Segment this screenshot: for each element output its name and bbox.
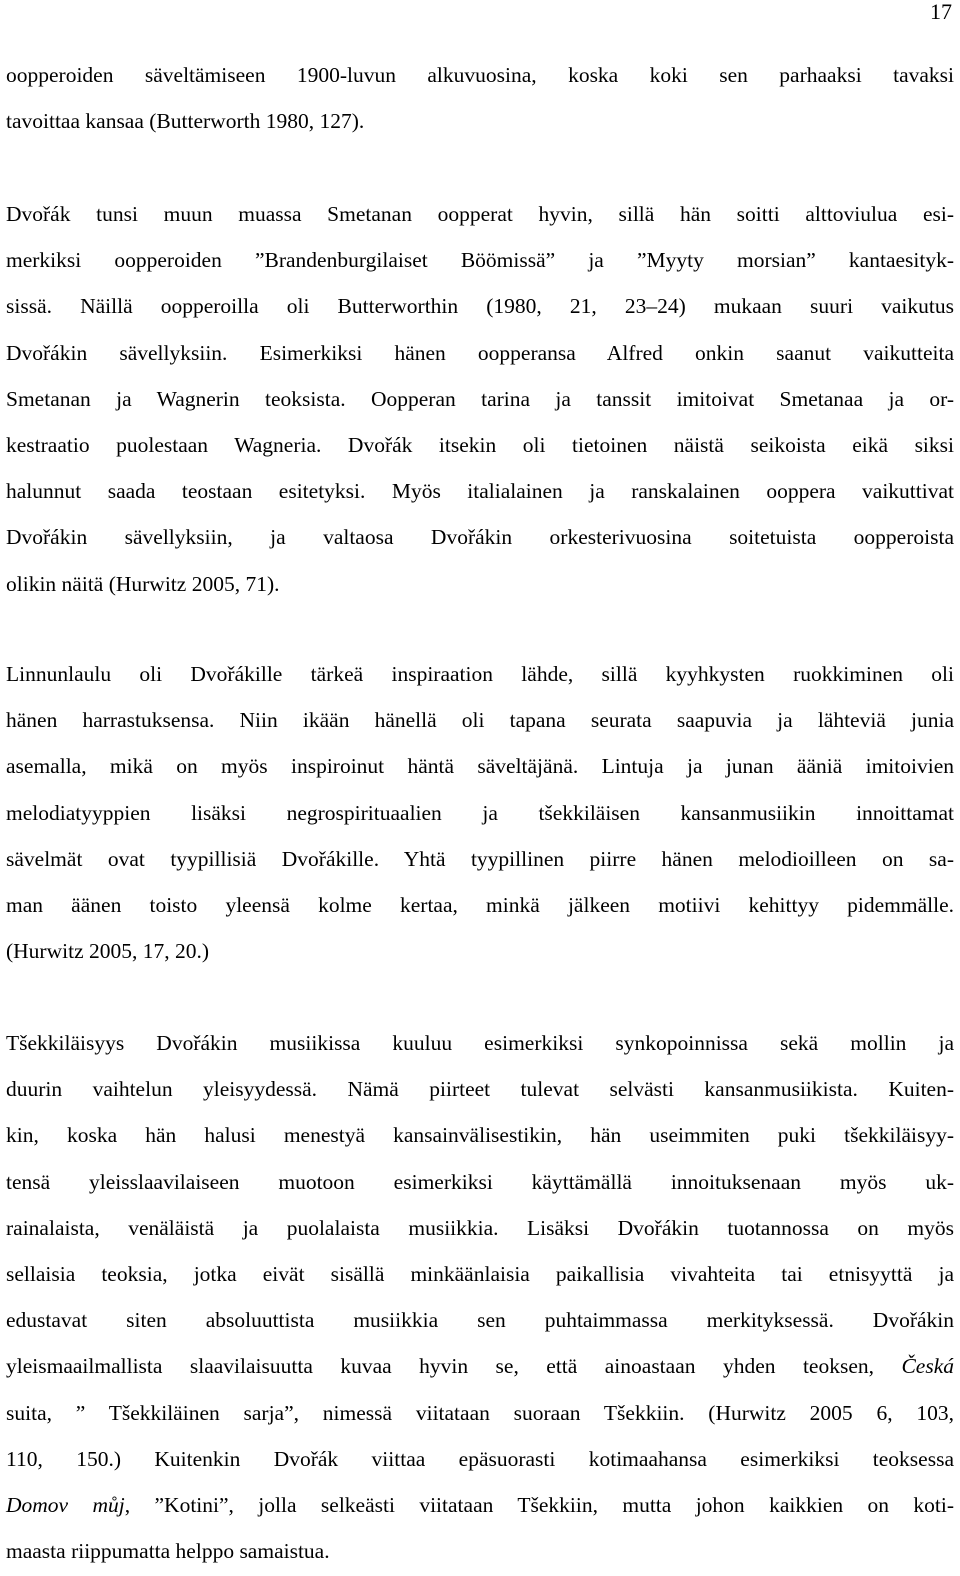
text-line: [6, 1482, 954, 1528]
text-line: sellaisia teoksia, jotka eivät sisällä minkäänlaisia paikallisia vivahteita tai etnisyyttä ja: [6, 1261, 954, 1286]
paragraph-3: [6, 651, 954, 974]
text-line: tensä yleisslaavilaiseen muotoon esimerkiksi käyttämällä innoituksenaan myös uk-: [6, 1169, 954, 1194]
text-line: Tšekkiläisyys Dvořákin musiikissa kuuluu esimerkiksi synkopoinnissa sekä mollin ja: [6, 1031, 954, 1055]
text-line: Dvořákin sävellyksiin, ja valtaosa Dvořákin orkesterivuosina soitetuista oopperoista: [6, 525, 954, 550]
text-line: olikin näitä (Hurwitz 2005, 71).: [6, 571, 280, 596]
text-line: sävelmät ovat tyypillisiä Dvořákille. Yhtä tyypillinen piirre hänen melodioilleen on sa-: [6, 846, 954, 871]
paragraph-2: [6, 191, 954, 607]
text-line: hänen harrastuksensa. Niin ikään hänellä oli tapana seurata saapuvia ja lähteviä junia: [6, 708, 954, 733]
text-line: edustavat siten absoluuttista musiikkia sen puhtaimmassa merkityksessä. Dvořákin: [6, 1308, 954, 1333]
text-line: merkiksi oopperoiden ”Brandenburgilaiset Böömissä” ja ”Myyty morsian” kantaesityk-: [6, 248, 954, 273]
text-line: asemalla, mikä on myös inspiroinut häntä säveltäjänä. Lintuja ja junan ääniä imitoivien: [6, 754, 954, 779]
text-segment: yleismaailmallista slaavilaisuutta kuvaa hyvin se, että ainoastaan yhden teoksen,: [6, 1354, 874, 1379]
text-segment: , ”Kotini”, jolla selkeästi viitataan Tšekkiin, mutta johon kaikkien on koti-: [124, 1492, 954, 1517]
text-line: Linnunlaulu oli Dvořákille tärkeä inspiraation lähde, sillä kyyhkysten ruokkiminen oli: [6, 662, 954, 686]
text-line: oopperoiden säveltämiseen 1900-luvun alkuvuosina, koska koki sen parhaaksi tavaksi: [6, 63, 954, 87]
italic-title-ceska: Česká: [901, 1354, 954, 1379]
text-line: kestraatio puolestaan Wagneria. Dvořák itsekin oli tietoinen näistä seikoista eikä siksi: [6, 432, 954, 457]
italic-title-domov: Domov můj: [6, 1492, 125, 1517]
paragraph-1: [6, 52, 954, 144]
text-line: Dvořákin sävellyksiin. Esimerkiksi hänen oopperansa Alfred onkin saanut vaikutteita: [6, 340, 954, 365]
text-line: 110, 150.) Kuitenkin Dvořák viittaa epäsuorasti kotimaahansa esimerkiksi teoksessa: [6, 1446, 954, 1471]
text-line: melodiatyyppien lisäksi negrospirituaalien ja tšekkiläisen kansanmusiikin innoittamat: [6, 800, 954, 825]
text-line: Smetanan ja Wagnerin teoksista. Oopperan tarina ja tanssit imitoivat Smetanaa ja or-: [6, 386, 954, 411]
paragraph-4: [6, 1020, 954, 1574]
text-line: maasta riippumatta helppo samaistua.: [6, 1539, 330, 1564]
text-line: suita, ” Tšekkiläinen sarja”, nimessä viitataan suoraan Tšekkiin. (Hurwitz 2005 6, 103,: [6, 1400, 954, 1425]
text-line: rainalaista, venäläistä ja puolalaista musiikkia. Lisäksi Dvořákin tuotannossa on myös: [6, 1215, 954, 1240]
text-line: Dvořák tunsi muun muassa Smetanan oopperat hyvin, sillä hän soitti alttoviulua esi-: [6, 202, 954, 226]
text-line: duurin vaihtelun yleisyydessä. Nämä piirteet tulevat selvästi kansanmusiikista. Kuiten-: [6, 1077, 954, 1102]
text-line: halunnut saada teostaan esitetyksi. Myös italialainen ja ranskalainen ooppera vaikuttivat: [6, 479, 954, 504]
page-number: 17: [930, 0, 952, 24]
text-line: sissä. Näillä oopperoilla oli Butterworthin (1980, 21, 23–24) mukaan suuri vaikutus: [6, 294, 954, 319]
text-line: kin, koska hän halusi menestyä kansainvälisestikin, hän useimmiten puki tšekkiläisyy-: [6, 1123, 954, 1148]
text-line: tavoittaa kansaa (Butterworth 1980, 127).: [6, 109, 365, 134]
text-line: [6, 1343, 954, 1389]
text-line: (Hurwitz 2005, 17, 20.): [6, 939, 210, 964]
text-line: man äänen toisto yleensä kolme kertaa, minkä jälkeen motiivi kehittyy pidemmälle.: [6, 892, 954, 917]
